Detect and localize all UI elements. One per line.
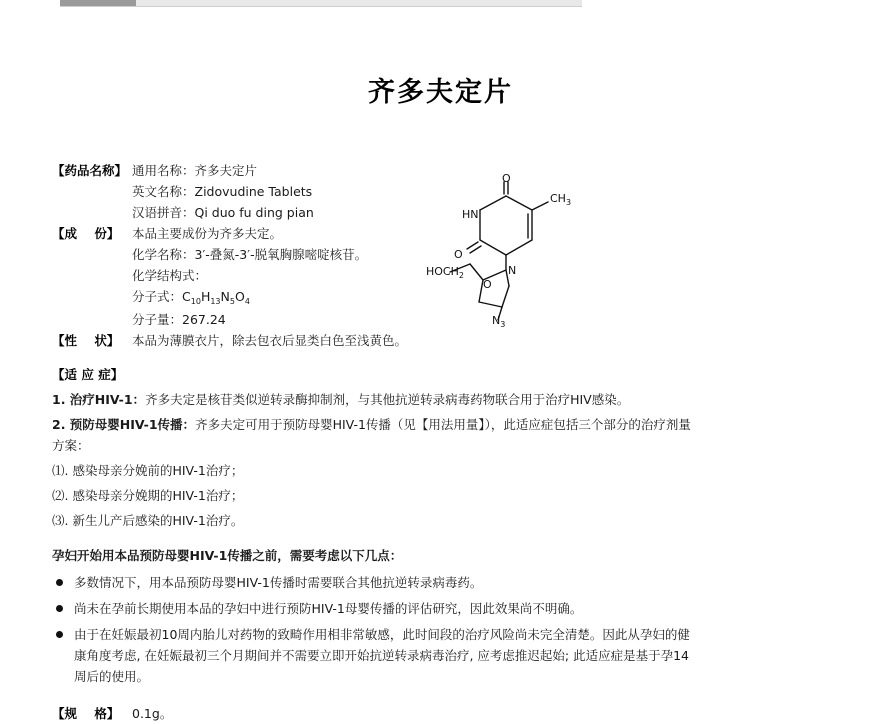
section-label: 【药品名称】 bbox=[52, 163, 128, 178]
indication-subitem: ⑴. 感染母亲分娩前的HIV-1治疗； bbox=[52, 463, 244, 478]
structure-label-n-ring: N bbox=[508, 264, 517, 277]
formula-n: N bbox=[220, 289, 230, 304]
pregnancy-notice-heading: 孕妇开始用本品预防母婴HIV-1传播之前，需要考虑以下几点： bbox=[52, 548, 403, 563]
section-drug-name bbox=[52, 160, 692, 223]
pregnancy-consideration-list bbox=[52, 572, 692, 687]
section-content bbox=[128, 223, 692, 330]
indication-subitem: ⑶. 新生儿产后感染的HIV-1治疗。 bbox=[52, 513, 244, 528]
text-line: 英文名称：Zidovudine Tablets bbox=[132, 184, 313, 199]
formula-prefix: 分子式： bbox=[132, 289, 183, 304]
scan-artifact-dark-block bbox=[60, 0, 136, 6]
text-line: 分子量：267.24 bbox=[132, 312, 226, 327]
section-specification bbox=[52, 703, 692, 724]
indication-subitem: ⑵. 感染母亲分娩期的HIV-1治疗； bbox=[52, 488, 244, 503]
text-line: 本品主要成份为齐多夫定。 bbox=[132, 226, 283, 241]
page-title: 齐多夫定片 bbox=[368, 77, 513, 108]
section-ingredients bbox=[52, 223, 692, 330]
text-line: 汉语拼音：Qi duo fu ding pian bbox=[132, 205, 314, 220]
list-item: 尚未在孕前长期使用本品的孕妇中进行预防HIV-1母婴传播的评估研究，因此效果尚不明确。 bbox=[52, 598, 692, 619]
structure-label-o-ring: O bbox=[483, 278, 492, 291]
structure-label-o-left: O bbox=[454, 248, 463, 261]
list-item: 多数情况下，用本品预防母婴HIV-1传播时需要联合其他抗逆转录病毒药。 bbox=[52, 572, 692, 593]
indication-item-1-label: 1. 治疗HIV-1： bbox=[52, 392, 146, 407]
molecular-formula-line bbox=[132, 286, 692, 309]
section-content bbox=[128, 160, 692, 223]
text-line: 本品为薄膜衣片，除去包衣后显类白色至浅黄色。 bbox=[132, 333, 408, 348]
structure-label-n3: $N_3$ bbox=[492, 314, 506, 329]
section-content bbox=[128, 330, 692, 351]
section-appearance bbox=[52, 330, 692, 351]
structure-label-o-top: O bbox=[502, 172, 511, 185]
indication-item-2 bbox=[52, 414, 692, 456]
formula-h-count: 13 bbox=[210, 297, 221, 306]
formula-o: O bbox=[234, 289, 245, 304]
structure-label-hoch2: $HOCH_2$ bbox=[426, 265, 464, 280]
section-label: 【规 格】 bbox=[52, 706, 120, 721]
formula-n-count: 5 bbox=[229, 297, 235, 306]
section-label: 【成 份】 bbox=[52, 226, 120, 241]
section-content: 0.1g。 bbox=[132, 706, 173, 721]
indication-item-1-text: 齐多夫定是核苷类似逆转录酶抑制剂，与其他抗逆转录病毒药物联合用于治疗HIV感染。 bbox=[145, 392, 630, 407]
indication-item-1 bbox=[52, 389, 692, 410]
formula-o-count: 4 bbox=[244, 297, 250, 306]
document-body bbox=[52, 160, 692, 724]
structure-label-hn: HN bbox=[462, 208, 479, 221]
text-line: 化学名称：3′-叠氮-3′-脱氧胸腺嘧啶核苷。 bbox=[132, 247, 368, 262]
structure-label-ch3: $CH_3$ bbox=[550, 192, 572, 207]
formula-h: H bbox=[200, 289, 211, 304]
indication-item-2-label: 2. 预防母婴HIV-1传播： bbox=[52, 417, 196, 432]
text-line: 通用名称：齐多夫定片 bbox=[132, 163, 258, 178]
section-indications-heading: 【适 应 症】 bbox=[52, 367, 124, 382]
section-label: 【性 状】 bbox=[52, 333, 120, 348]
formula-c: C bbox=[182, 289, 191, 304]
indication-item-2-text: 齐多夫定可用于预防母婴HIV-1传播（见【用法用量】），此适应症包括三个部分的治疗剂量方案： bbox=[52, 417, 691, 453]
formula-c-count: 10 bbox=[190, 297, 201, 306]
list-item: 由于在妊娠最初10周内胎儿对药物的致畸作用相非常敏感，此时间段的治疗风险尚未完全清楚。因此从孕妇的健康角度考虑, 在妊娠最初三个月期间并不需要立即开始抗逆转录病毒治疗, 应考虑推迟起始; 此适应症是基于孕14周后的使用。 bbox=[52, 624, 692, 687]
scan-artifact-strip bbox=[60, 0, 582, 7]
text-line: 化学结构式： bbox=[132, 268, 208, 283]
